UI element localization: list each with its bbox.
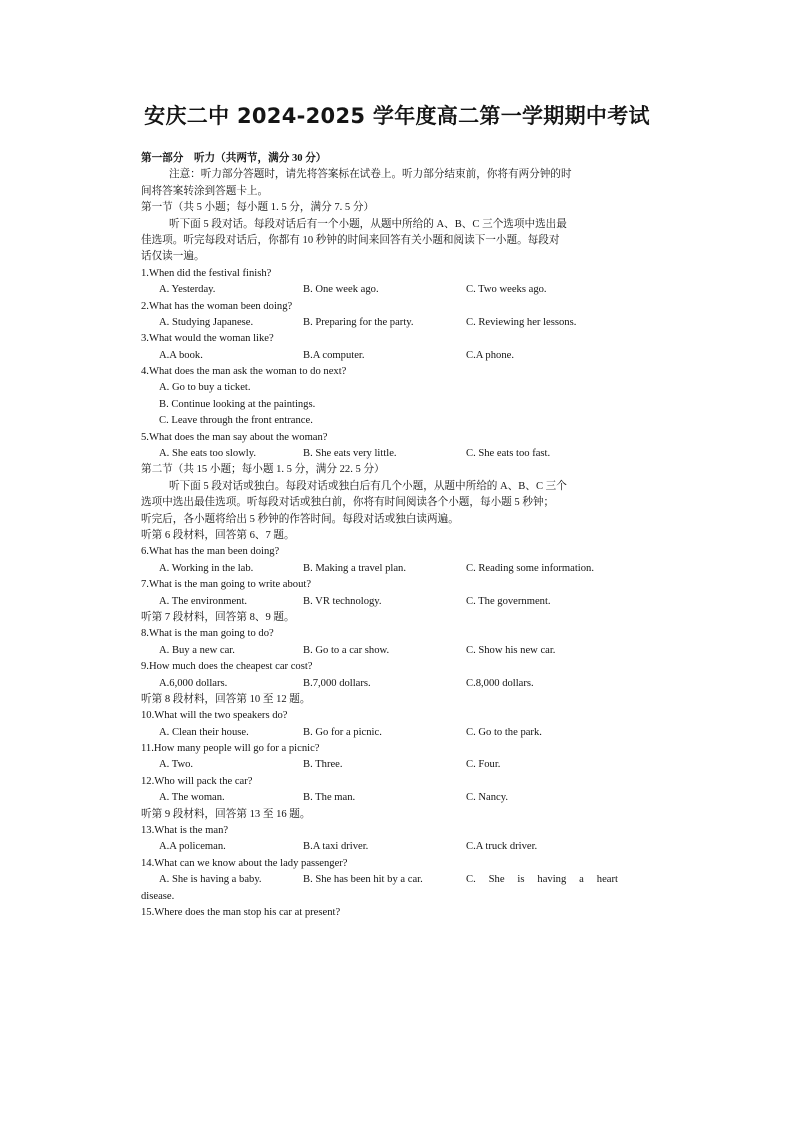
part1-note-line: 注意：听力部分答题时，请先将答案标在试卷上。听力部分结束前，你将有两分钟的时 bbox=[169, 169, 572, 181]
section2-heading: 第二节（共 15 小题；每小题 1. 5 分，满分 22. 5 分） bbox=[141, 464, 385, 476]
question-15: 15.Where does the man stop his car at present? bbox=[141, 906, 341, 918]
option-c: C. The government. bbox=[466, 595, 551, 607]
option-a: A. Studying Japanese. bbox=[159, 316, 254, 328]
section1-intro-line: 听下面 5 段对话。每段对话后有一个小题，从题中所给的 A、B、C 三个选项中选出最 bbox=[169, 218, 567, 230]
question-5: 5.What does the man say about the woman? bbox=[141, 431, 328, 443]
section1-intro-line: 佳选项。听完每段对话后，你都有 10 秒钟的时间来回答有关小题和阅读下一小题。每段对 bbox=[141, 234, 560, 246]
question-1: 1.When did the festival finish? bbox=[141, 267, 272, 279]
option-c: C. Two weeks ago. bbox=[466, 284, 547, 296]
option-a: A. She is having a baby. bbox=[159, 874, 262, 886]
option-c-word: having bbox=[537, 874, 567, 886]
option-c: C. She eats too fast. bbox=[466, 448, 551, 460]
option-c-word: C. bbox=[466, 874, 476, 886]
option-b: B. Go to a car show. bbox=[303, 644, 390, 656]
option-c-continuation: disease. bbox=[141, 890, 175, 902]
options-14 bbox=[141, 872, 621, 888]
option-c: C.A truck driver. bbox=[466, 841, 538, 853]
material-8-heading: 听第 8 段材料，回答第 10 至 12 题。 bbox=[141, 693, 311, 705]
options-5 bbox=[141, 446, 621, 462]
option-c: C. Leave through the front entrance. bbox=[159, 415, 313, 427]
part1-note-line: 间将答案转涂到答题卡上。 bbox=[141, 185, 269, 197]
question-7: 7.What is the man going to write about? bbox=[141, 579, 312, 591]
option-a: A.A book. bbox=[159, 349, 203, 361]
options-13 bbox=[141, 839, 621, 855]
option-c-word: She bbox=[488, 874, 505, 886]
option-b: B. VR technology. bbox=[303, 595, 382, 607]
option-b: B. Go for a picnic. bbox=[303, 726, 382, 738]
options-1 bbox=[141, 282, 621, 298]
exam-title: 安庆二中 2024-2025 学年度高二第一学期期中考试 bbox=[144, 104, 650, 128]
question-3: 3.What would the woman like? bbox=[141, 333, 274, 345]
options-3 bbox=[141, 348, 621, 364]
option-c: C. Nancy. bbox=[466, 792, 508, 804]
option-a: A. Buy a new car. bbox=[159, 644, 235, 656]
options-2 bbox=[141, 315, 621, 331]
material-6-heading: 听第 6 段材料，回答第 6、7 题。 bbox=[141, 529, 295, 541]
option-b: B.A computer. bbox=[303, 349, 365, 361]
option-a: A. She eats too slowly. bbox=[159, 448, 257, 460]
option-c: C. Reading some information. bbox=[466, 562, 594, 574]
option-c: C.A phone. bbox=[466, 349, 514, 361]
option-b: B. She eats very little. bbox=[303, 448, 397, 460]
question-2: 2.What has the woman been doing? bbox=[141, 300, 293, 312]
options-12 bbox=[141, 790, 621, 806]
section2-intro-line: 听完后，各小题将给出 5 秒钟的作答时间。每段对话或独白读两遍。 bbox=[141, 513, 459, 525]
option-c bbox=[466, 872, 618, 888]
options-11 bbox=[141, 757, 621, 773]
material-7-heading: 听第 7 段材料，回答第 8、9 题。 bbox=[141, 611, 295, 623]
option-a: A. Go to buy a ticket. bbox=[159, 382, 251, 394]
exam-content bbox=[141, 151, 621, 921]
option-c: C. Show his new car. bbox=[466, 644, 556, 656]
part1-heading: 第一部分 听力（共两节，满分 30 分） bbox=[141, 153, 327, 164]
options-10 bbox=[141, 725, 621, 741]
option-a: A. Working in the lab. bbox=[159, 562, 254, 574]
option-b: B. Three. bbox=[303, 759, 343, 771]
question-13: 13.What is the man? bbox=[141, 825, 229, 837]
option-a: A.6,000 dollars. bbox=[159, 677, 228, 689]
option-a: A. Two. bbox=[159, 759, 194, 771]
options-7 bbox=[141, 594, 621, 610]
option-b: B. Continue looking at the paintings. bbox=[159, 398, 316, 410]
option-b: B. One week ago. bbox=[303, 284, 379, 296]
section1-intro-line: 话仅读一遍。 bbox=[141, 251, 205, 263]
section1-heading: 第一节（共 5 小题；每小题 1. 5 分，满分 7. 5 分） bbox=[141, 202, 375, 214]
option-c: C. Four. bbox=[466, 759, 501, 771]
question-12: 12.Who will pack the car? bbox=[141, 775, 253, 787]
option-a: A. The woman. bbox=[159, 792, 225, 804]
option-a: A.A policeman. bbox=[159, 841, 226, 853]
option-b: B.7,000 dollars. bbox=[303, 677, 371, 689]
options-8 bbox=[141, 643, 621, 659]
option-b: B. She has been hit by a car. bbox=[303, 874, 423, 886]
section2-intro-line: 听下面 5 段对话或独白。每段对话或独白后有几个小题，从题中所给的 A、B、C 三个 bbox=[169, 480, 567, 492]
question-8: 8.What is the man going to do? bbox=[141, 628, 274, 640]
option-c: C. Reviewing her lessons. bbox=[466, 316, 577, 328]
section2-intro-line: 选项中选出最佳选项。听每段对话或独白前，你将有时间阅读各个小题，每小题 5 秒钟； bbox=[141, 497, 555, 509]
option-c-word: a bbox=[579, 874, 584, 886]
options-6 bbox=[141, 561, 621, 577]
question-14: 14.What can we know about the lady passenger? bbox=[141, 857, 348, 869]
option-c-word: heart bbox=[596, 874, 618, 886]
question-6: 6.What has the man been doing? bbox=[141, 546, 280, 558]
option-c: C. Go to the park. bbox=[466, 726, 542, 738]
option-b: B.A taxi driver. bbox=[303, 841, 369, 853]
option-c: C.8,000 dollars. bbox=[466, 677, 534, 689]
option-c-word: is bbox=[517, 874, 525, 886]
question-4: 4.What does the man ask the woman to do next? bbox=[141, 366, 347, 378]
option-b: B. The man. bbox=[303, 792, 356, 804]
question-11: 11.How many people will go for a picnic? bbox=[141, 743, 320, 755]
option-a: A. The environment. bbox=[159, 595, 248, 607]
option-b: B. Preparing for the party. bbox=[303, 316, 414, 328]
question-9: 9.How much does the cheapest car cost? bbox=[141, 661, 313, 673]
option-a: A. Clean their house. bbox=[159, 726, 249, 738]
option-a: A. Yesterday. bbox=[159, 284, 216, 296]
question-10: 10.What will the two speakers do? bbox=[141, 710, 288, 722]
option-b: B. Making a travel plan. bbox=[303, 562, 406, 574]
material-9-heading: 听第 9 段材料，回答第 13 至 16 题。 bbox=[141, 808, 311, 820]
options-9 bbox=[141, 676, 621, 692]
